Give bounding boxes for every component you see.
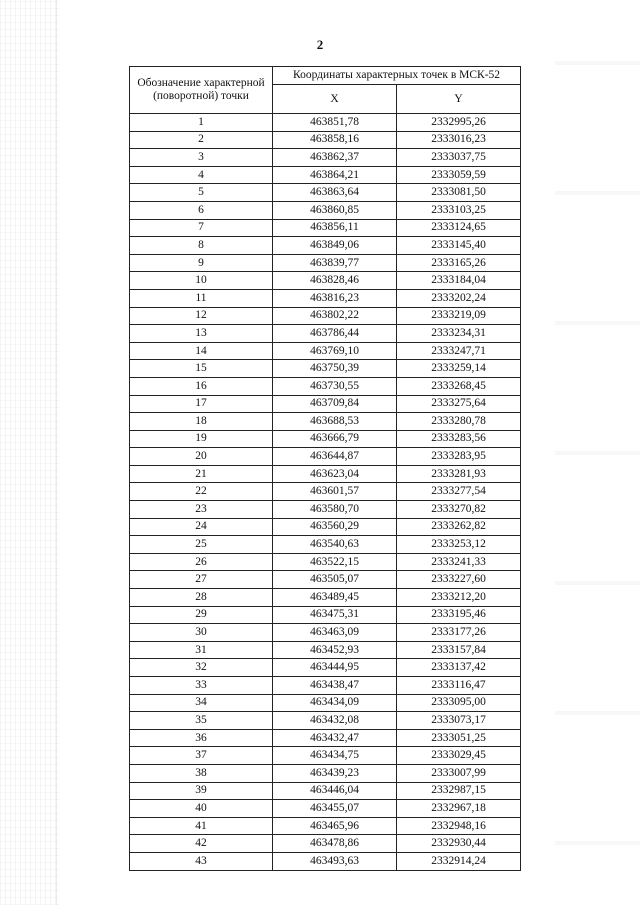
point-number-cell: 26 bbox=[130, 553, 273, 571]
header-row-1 bbox=[130, 67, 521, 85]
x-coordinate-cell: 463439,23 bbox=[273, 764, 397, 782]
x-coordinate-cell: 463601,57 bbox=[273, 483, 397, 501]
x-coordinate-cell: 463816,23 bbox=[273, 289, 397, 307]
coordinates-table bbox=[129, 66, 521, 871]
x-coordinate-cell: 463434,75 bbox=[273, 747, 397, 765]
y-coordinate-cell: 2333184,04 bbox=[397, 272, 521, 290]
x-coordinate-cell: 463750,39 bbox=[273, 360, 397, 378]
x-coordinate-cell: 463465,96 bbox=[273, 817, 397, 835]
y-coordinate-cell: 2333103,25 bbox=[397, 201, 521, 219]
y-coordinate-cell: 2333095,00 bbox=[397, 694, 521, 712]
x-coordinate-cell: 463769,10 bbox=[273, 342, 397, 360]
point-number-cell: 17 bbox=[130, 395, 273, 413]
table-row bbox=[130, 518, 521, 536]
x-coordinate-cell: 463432,47 bbox=[273, 729, 397, 747]
point-number-cell: 13 bbox=[130, 325, 273, 343]
point-number-cell: 38 bbox=[130, 764, 273, 782]
x-coordinate-cell: 463493,63 bbox=[273, 852, 397, 870]
y-coordinate-cell: 2333202,24 bbox=[397, 289, 521, 307]
table-row bbox=[130, 272, 521, 290]
point-number-cell: 30 bbox=[130, 624, 273, 642]
table-row bbox=[130, 360, 521, 378]
point-number-cell: 40 bbox=[130, 800, 273, 818]
point-number-cell: 21 bbox=[130, 465, 273, 483]
point-number-cell: 15 bbox=[130, 360, 273, 378]
x-coordinate-cell: 463688,53 bbox=[273, 413, 397, 431]
x-coordinate-cell: 463644,87 bbox=[273, 448, 397, 466]
table-row bbox=[130, 729, 521, 747]
x-coordinate-cell: 463540,63 bbox=[273, 536, 397, 554]
point-number-cell: 34 bbox=[130, 694, 273, 712]
point-number-cell: 36 bbox=[130, 729, 273, 747]
table-row bbox=[130, 307, 521, 325]
y-coordinate-cell: 2332995,26 bbox=[397, 114, 521, 132]
point-number-cell: 1 bbox=[130, 114, 273, 132]
table-row bbox=[130, 817, 521, 835]
point-number-cell: 8 bbox=[130, 237, 273, 255]
point-number-cell: 29 bbox=[130, 606, 273, 624]
x-coordinate-cell: 463475,31 bbox=[273, 606, 397, 624]
point-number-cell: 20 bbox=[130, 448, 273, 466]
y-coordinate-cell: 2333124,65 bbox=[397, 219, 521, 237]
table-row bbox=[130, 149, 521, 167]
y-coordinate-cell: 2333073,17 bbox=[397, 712, 521, 730]
x-coordinate-cell: 463730,55 bbox=[273, 377, 397, 395]
point-number-cell: 9 bbox=[130, 254, 273, 272]
x-coordinate-cell: 463438,47 bbox=[273, 677, 397, 695]
table-row bbox=[130, 254, 521, 272]
point-number-cell: 32 bbox=[130, 659, 273, 677]
point-number-cell: 16 bbox=[130, 377, 273, 395]
table-header bbox=[130, 67, 521, 114]
y-coordinate-cell: 2333277,54 bbox=[397, 483, 521, 501]
point-number-cell: 3 bbox=[130, 149, 273, 167]
table-row bbox=[130, 465, 521, 483]
y-coordinate-cell: 2333259,14 bbox=[397, 360, 521, 378]
x-coordinate-cell: 463851,78 bbox=[273, 114, 397, 132]
y-coordinate-cell: 2333145,40 bbox=[397, 237, 521, 255]
y-coordinate-cell: 2333037,75 bbox=[397, 149, 521, 167]
y-coordinate-cell: 2333241,33 bbox=[397, 553, 521, 571]
point-number-cell: 28 bbox=[130, 589, 273, 607]
table-row bbox=[130, 237, 521, 255]
point-number-cell: 43 bbox=[130, 852, 273, 870]
x-coordinate-cell: 463446,04 bbox=[273, 782, 397, 800]
y-coordinate-cell: 2333234,31 bbox=[397, 325, 521, 343]
x-coordinate-cell: 463802,22 bbox=[273, 307, 397, 325]
page-number: 2 bbox=[316, 37, 324, 52]
x-coordinate-cell: 463863,64 bbox=[273, 184, 397, 202]
y-coordinate-cell: 2333051,25 bbox=[397, 729, 521, 747]
y-coordinate-cell: 2333227,60 bbox=[397, 571, 521, 589]
x-coordinate-cell: 463709,84 bbox=[273, 395, 397, 413]
y-coordinate-cell: 2333283,95 bbox=[397, 448, 521, 466]
x-coordinate-cell: 463455,07 bbox=[273, 800, 397, 818]
table-row bbox=[130, 342, 521, 360]
y-coordinate-cell: 2333016,23 bbox=[397, 131, 521, 149]
x-coordinate-cell: 463463,09 bbox=[273, 624, 397, 642]
table-row bbox=[130, 589, 521, 607]
table-row bbox=[130, 395, 521, 413]
table-row bbox=[130, 800, 521, 818]
x-coordinate-cell: 463858,16 bbox=[273, 131, 397, 149]
point-number-cell: 2 bbox=[130, 131, 273, 149]
y-coordinate-cell: 2332948,16 bbox=[397, 817, 521, 835]
header-designation: Обозначение характерной (поворотной) точки bbox=[130, 67, 273, 114]
table-row bbox=[130, 747, 521, 765]
x-coordinate-cell: 463432,08 bbox=[273, 712, 397, 730]
y-coordinate-cell: 2333212,20 bbox=[397, 589, 521, 607]
point-number-cell: 33 bbox=[130, 677, 273, 695]
table-row bbox=[130, 782, 521, 800]
y-coordinate-cell: 2333253,12 bbox=[397, 536, 521, 554]
x-coordinate-cell: 463623,04 bbox=[273, 465, 397, 483]
y-coordinate-cell: 2333262,82 bbox=[397, 518, 521, 536]
point-number-cell: 14 bbox=[130, 342, 273, 360]
point-number-cell: 19 bbox=[130, 430, 273, 448]
header-y: Y bbox=[397, 85, 521, 114]
table-row bbox=[130, 835, 521, 853]
table-row bbox=[130, 325, 521, 343]
x-coordinate-cell: 463522,15 bbox=[273, 553, 397, 571]
table-row bbox=[130, 677, 521, 695]
table-row bbox=[130, 694, 521, 712]
point-number-cell: 18 bbox=[130, 413, 273, 431]
x-coordinate-cell: 463839,77 bbox=[273, 254, 397, 272]
point-number-cell: 42 bbox=[130, 835, 273, 853]
y-coordinate-cell: 2333059,59 bbox=[397, 166, 521, 184]
point-number-cell: 25 bbox=[130, 536, 273, 554]
x-coordinate-cell: 463786,44 bbox=[273, 325, 397, 343]
table-row bbox=[130, 377, 521, 395]
y-coordinate-cell: 2333275,64 bbox=[397, 395, 521, 413]
table-row bbox=[130, 448, 521, 466]
point-number-cell: 41 bbox=[130, 817, 273, 835]
x-coordinate-cell: 463452,93 bbox=[273, 641, 397, 659]
y-coordinate-cell: 2333177,26 bbox=[397, 624, 521, 642]
point-number-cell: 11 bbox=[130, 289, 273, 307]
y-coordinate-cell: 2333007,99 bbox=[397, 764, 521, 782]
x-coordinate-cell: 463856,11 bbox=[273, 219, 397, 237]
x-coordinate-cell: 463860,85 bbox=[273, 201, 397, 219]
y-coordinate-cell: 2333283,56 bbox=[397, 430, 521, 448]
x-coordinate-cell: 463849,06 bbox=[273, 237, 397, 255]
x-coordinate-cell: 463444,95 bbox=[273, 659, 397, 677]
point-number-cell: 23 bbox=[130, 501, 273, 519]
point-number-cell: 37 bbox=[130, 747, 273, 765]
table-row bbox=[130, 201, 521, 219]
table-row bbox=[130, 413, 521, 431]
point-number-cell: 35 bbox=[130, 712, 273, 730]
y-coordinate-cell: 2333270,82 bbox=[397, 501, 521, 519]
y-coordinate-cell: 2332930,44 bbox=[397, 835, 521, 853]
table-row bbox=[130, 289, 521, 307]
y-coordinate-cell: 2332914,24 bbox=[397, 852, 521, 870]
x-coordinate-cell: 463862,37 bbox=[273, 149, 397, 167]
y-coordinate-cell: 2333195,46 bbox=[397, 606, 521, 624]
y-coordinate-cell: 2333165,26 bbox=[397, 254, 521, 272]
y-coordinate-cell: 2332967,18 bbox=[397, 800, 521, 818]
y-coordinate-cell: 2333280,78 bbox=[397, 413, 521, 431]
header-coordinates-group: Координаты характерных точек в МСК-52 bbox=[273, 67, 521, 85]
y-coordinate-cell: 2333268,45 bbox=[397, 377, 521, 395]
point-number-cell: 10 bbox=[130, 272, 273, 290]
x-coordinate-cell: 463505,07 bbox=[273, 571, 397, 589]
table-row bbox=[130, 536, 521, 554]
table-body bbox=[130, 114, 521, 871]
y-coordinate-cell: 2333081,50 bbox=[397, 184, 521, 202]
point-number-cell: 4 bbox=[130, 166, 273, 184]
table-row bbox=[130, 571, 521, 589]
point-number-cell: 12 bbox=[130, 307, 273, 325]
table-row bbox=[130, 641, 521, 659]
x-coordinate-cell: 463864,21 bbox=[273, 166, 397, 184]
point-number-cell: 39 bbox=[130, 782, 273, 800]
x-coordinate-cell: 463478,86 bbox=[273, 835, 397, 853]
y-coordinate-cell: 2333116,47 bbox=[397, 677, 521, 695]
scan-edge-right bbox=[555, 0, 640, 905]
x-coordinate-cell: 463828,46 bbox=[273, 272, 397, 290]
table-row bbox=[130, 219, 521, 237]
y-coordinate-cell: 2333247,71 bbox=[397, 342, 521, 360]
table-row bbox=[130, 606, 521, 624]
y-coordinate-cell: 2332987,15 bbox=[397, 782, 521, 800]
x-coordinate-cell: 463489,45 bbox=[273, 589, 397, 607]
header-x: X bbox=[273, 85, 397, 114]
point-number-cell: 24 bbox=[130, 518, 273, 536]
table-row bbox=[130, 764, 521, 782]
table-row bbox=[130, 712, 521, 730]
y-coordinate-cell: 2333281,93 bbox=[397, 465, 521, 483]
point-number-cell: 6 bbox=[130, 201, 273, 219]
table-row bbox=[130, 501, 521, 519]
table-row bbox=[130, 430, 521, 448]
y-coordinate-cell: 2333219,09 bbox=[397, 307, 521, 325]
table-row bbox=[130, 166, 521, 184]
table-row bbox=[130, 114, 521, 132]
y-coordinate-cell: 2333157,84 bbox=[397, 641, 521, 659]
y-coordinate-cell: 2333029,45 bbox=[397, 747, 521, 765]
x-coordinate-cell: 463580,70 bbox=[273, 501, 397, 519]
point-number-cell: 31 bbox=[130, 641, 273, 659]
table-row bbox=[130, 184, 521, 202]
table-row bbox=[130, 659, 521, 677]
point-number-cell: 7 bbox=[130, 219, 273, 237]
table-row bbox=[130, 624, 521, 642]
table-row bbox=[130, 483, 521, 501]
y-coordinate-cell: 2333137,42 bbox=[397, 659, 521, 677]
point-number-cell: 27 bbox=[130, 571, 273, 589]
scan-edge-left bbox=[0, 0, 60, 905]
x-coordinate-cell: 463560,29 bbox=[273, 518, 397, 536]
x-coordinate-cell: 463434,09 bbox=[273, 694, 397, 712]
point-number-cell: 5 bbox=[130, 184, 273, 202]
x-coordinate-cell: 463666,79 bbox=[273, 430, 397, 448]
table-row bbox=[130, 852, 521, 870]
point-number-cell: 22 bbox=[130, 483, 273, 501]
table-row bbox=[130, 553, 521, 571]
table-row bbox=[130, 131, 521, 149]
